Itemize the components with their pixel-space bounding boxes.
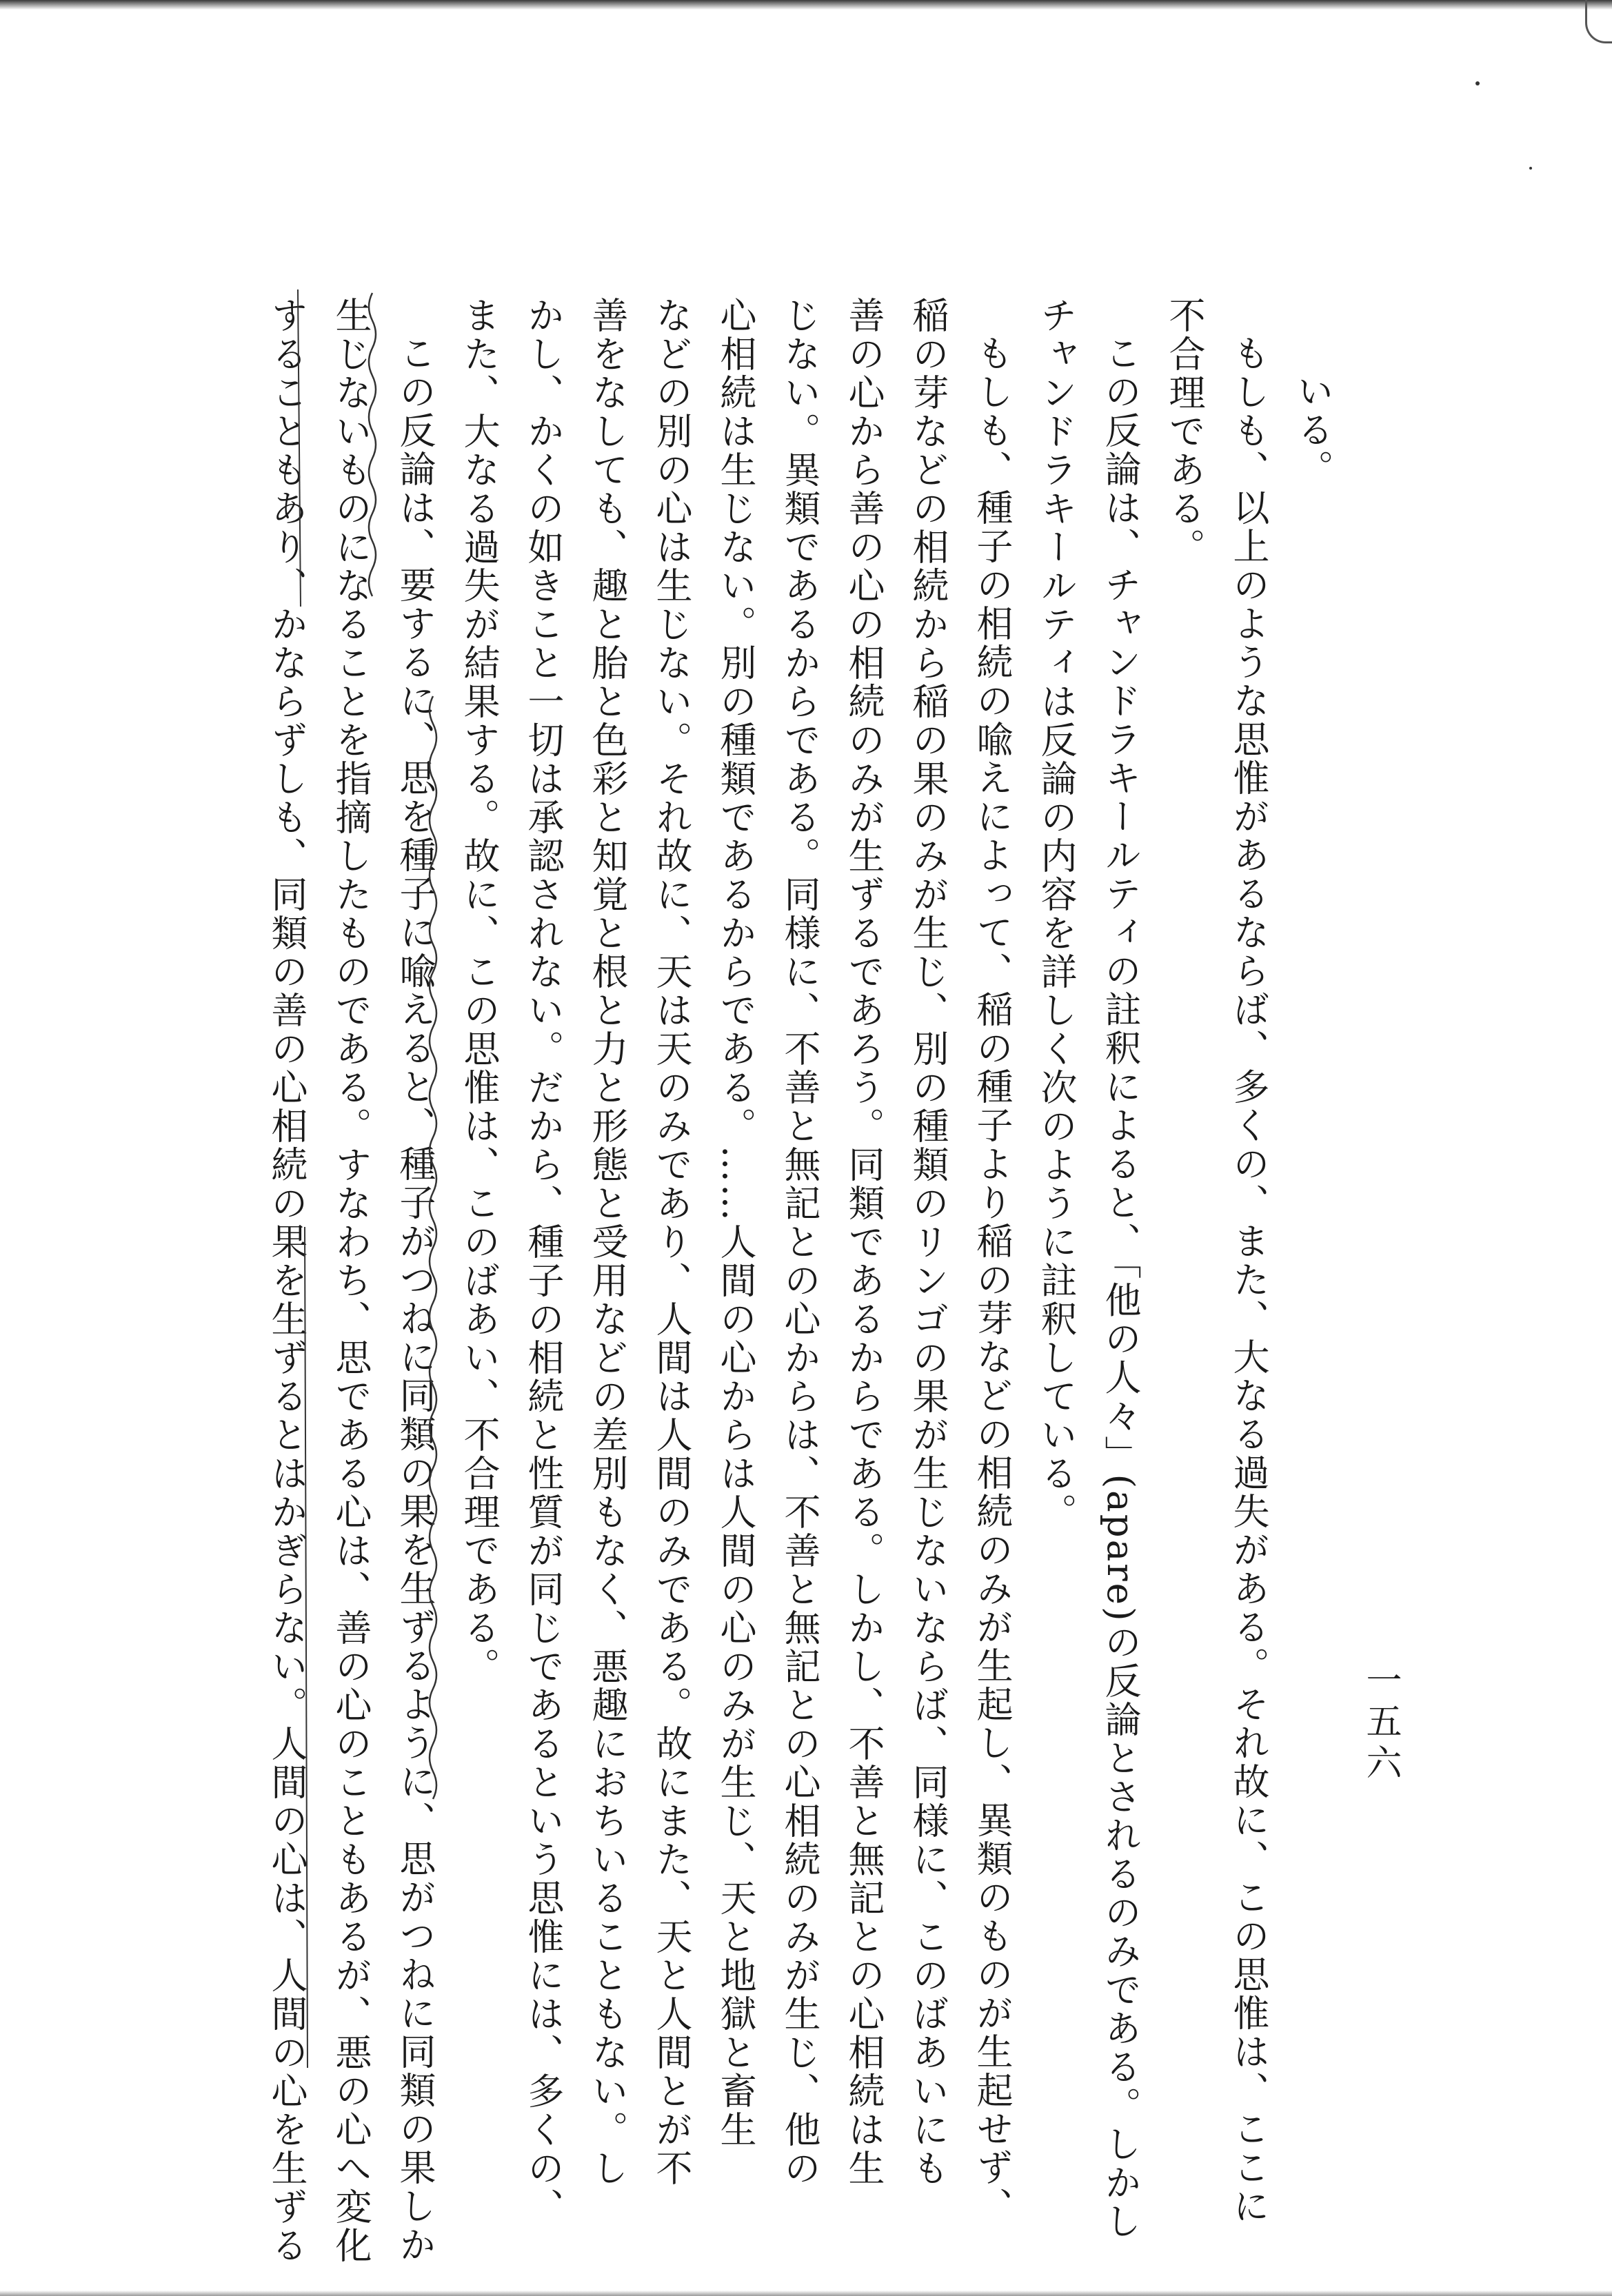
scan-speck xyxy=(1475,81,1480,85)
scan-edge-bottom xyxy=(0,2290,1612,2296)
text-line: チャンドラキールティは反論の内容を詳しく次のように註釈している。 xyxy=(1035,296,1077,1532)
text-line: 生じないものになることを指摘したものである。すなわち、思である心は、善の心のこともあるが、悪の心へ変化 xyxy=(330,296,372,2265)
text-line: もしも、種子の相続の喩えによって、稲の種子より稲の芽などの相続のみが生起し、異類のものが生起せず、 xyxy=(971,334,1013,2226)
scan-edge-top xyxy=(0,0,1612,10)
text-line: などの別の心は生じない。それ故に、天は天のみであり、人間は人間のみである。故にまた、天と人間とが不 xyxy=(650,296,692,2188)
text-line: もしも、以上のような思惟があるならば、多くの、また、大なる過失がある。それ故に、この思惟は、ここに xyxy=(1227,334,1269,2226)
text-line: 善をなしても、趣と胎と色彩と知覚と根と力と形態と受用などの差別もなく、悪趣におちいることもない。し xyxy=(586,296,628,2188)
text-line: 不合理である。 xyxy=(1163,296,1205,567)
scan-speck xyxy=(1529,167,1532,170)
text-line: かし、かくの如きこと一切は承認されない。だから、種子の相続と性質が同じであるという思惟には、多くの、 xyxy=(522,296,564,2226)
scan-corner-mark xyxy=(1585,0,1612,43)
text-line: することもあり、かならずしも、同類の善の心相続の果を生ずるとはかぎらない。人間の心は、人間の心を生ずる xyxy=(265,296,308,2265)
text-line: この反論は、チャンドラキールティの註釈によると、「他の人々」(apare)の反論とされるのみである。しかし xyxy=(1099,334,1141,2241)
body-text xyxy=(228,296,1344,2265)
text-line: この反論は、要するに、思を種子に喩えると、種子がつねに同類の果を生ずるように、思がつねに同類の果しか xyxy=(394,334,436,2264)
page-number: 一五六 xyxy=(1360,1661,1401,1785)
text-line: いる。 xyxy=(1291,372,1333,488)
text-line: じない。異類であるからである。同様に、不善と無記との心からは、不善と無記との心相続のみが生じ、他の xyxy=(778,296,820,2188)
text-line: また、大なる過失が結果する。故に、この思惟は、このばあい、不合理である。 xyxy=(458,296,500,1686)
text-line: 稲の芽などの相続から稲の果のみが生じ、別の種類のリンゴの果が生じないならば、同様に、このばあいにも xyxy=(907,296,949,2188)
text-line: 善の心から善の心の相続のみが生ずるであろう。同類であるからである。しかし、不善と無記との心相続は生 xyxy=(843,296,885,2188)
text-line: 心相続は生じない。別の種類であるからである。……人間の心からは人間の心のみが生じ、天と地獄と畜生 xyxy=(714,296,756,2149)
